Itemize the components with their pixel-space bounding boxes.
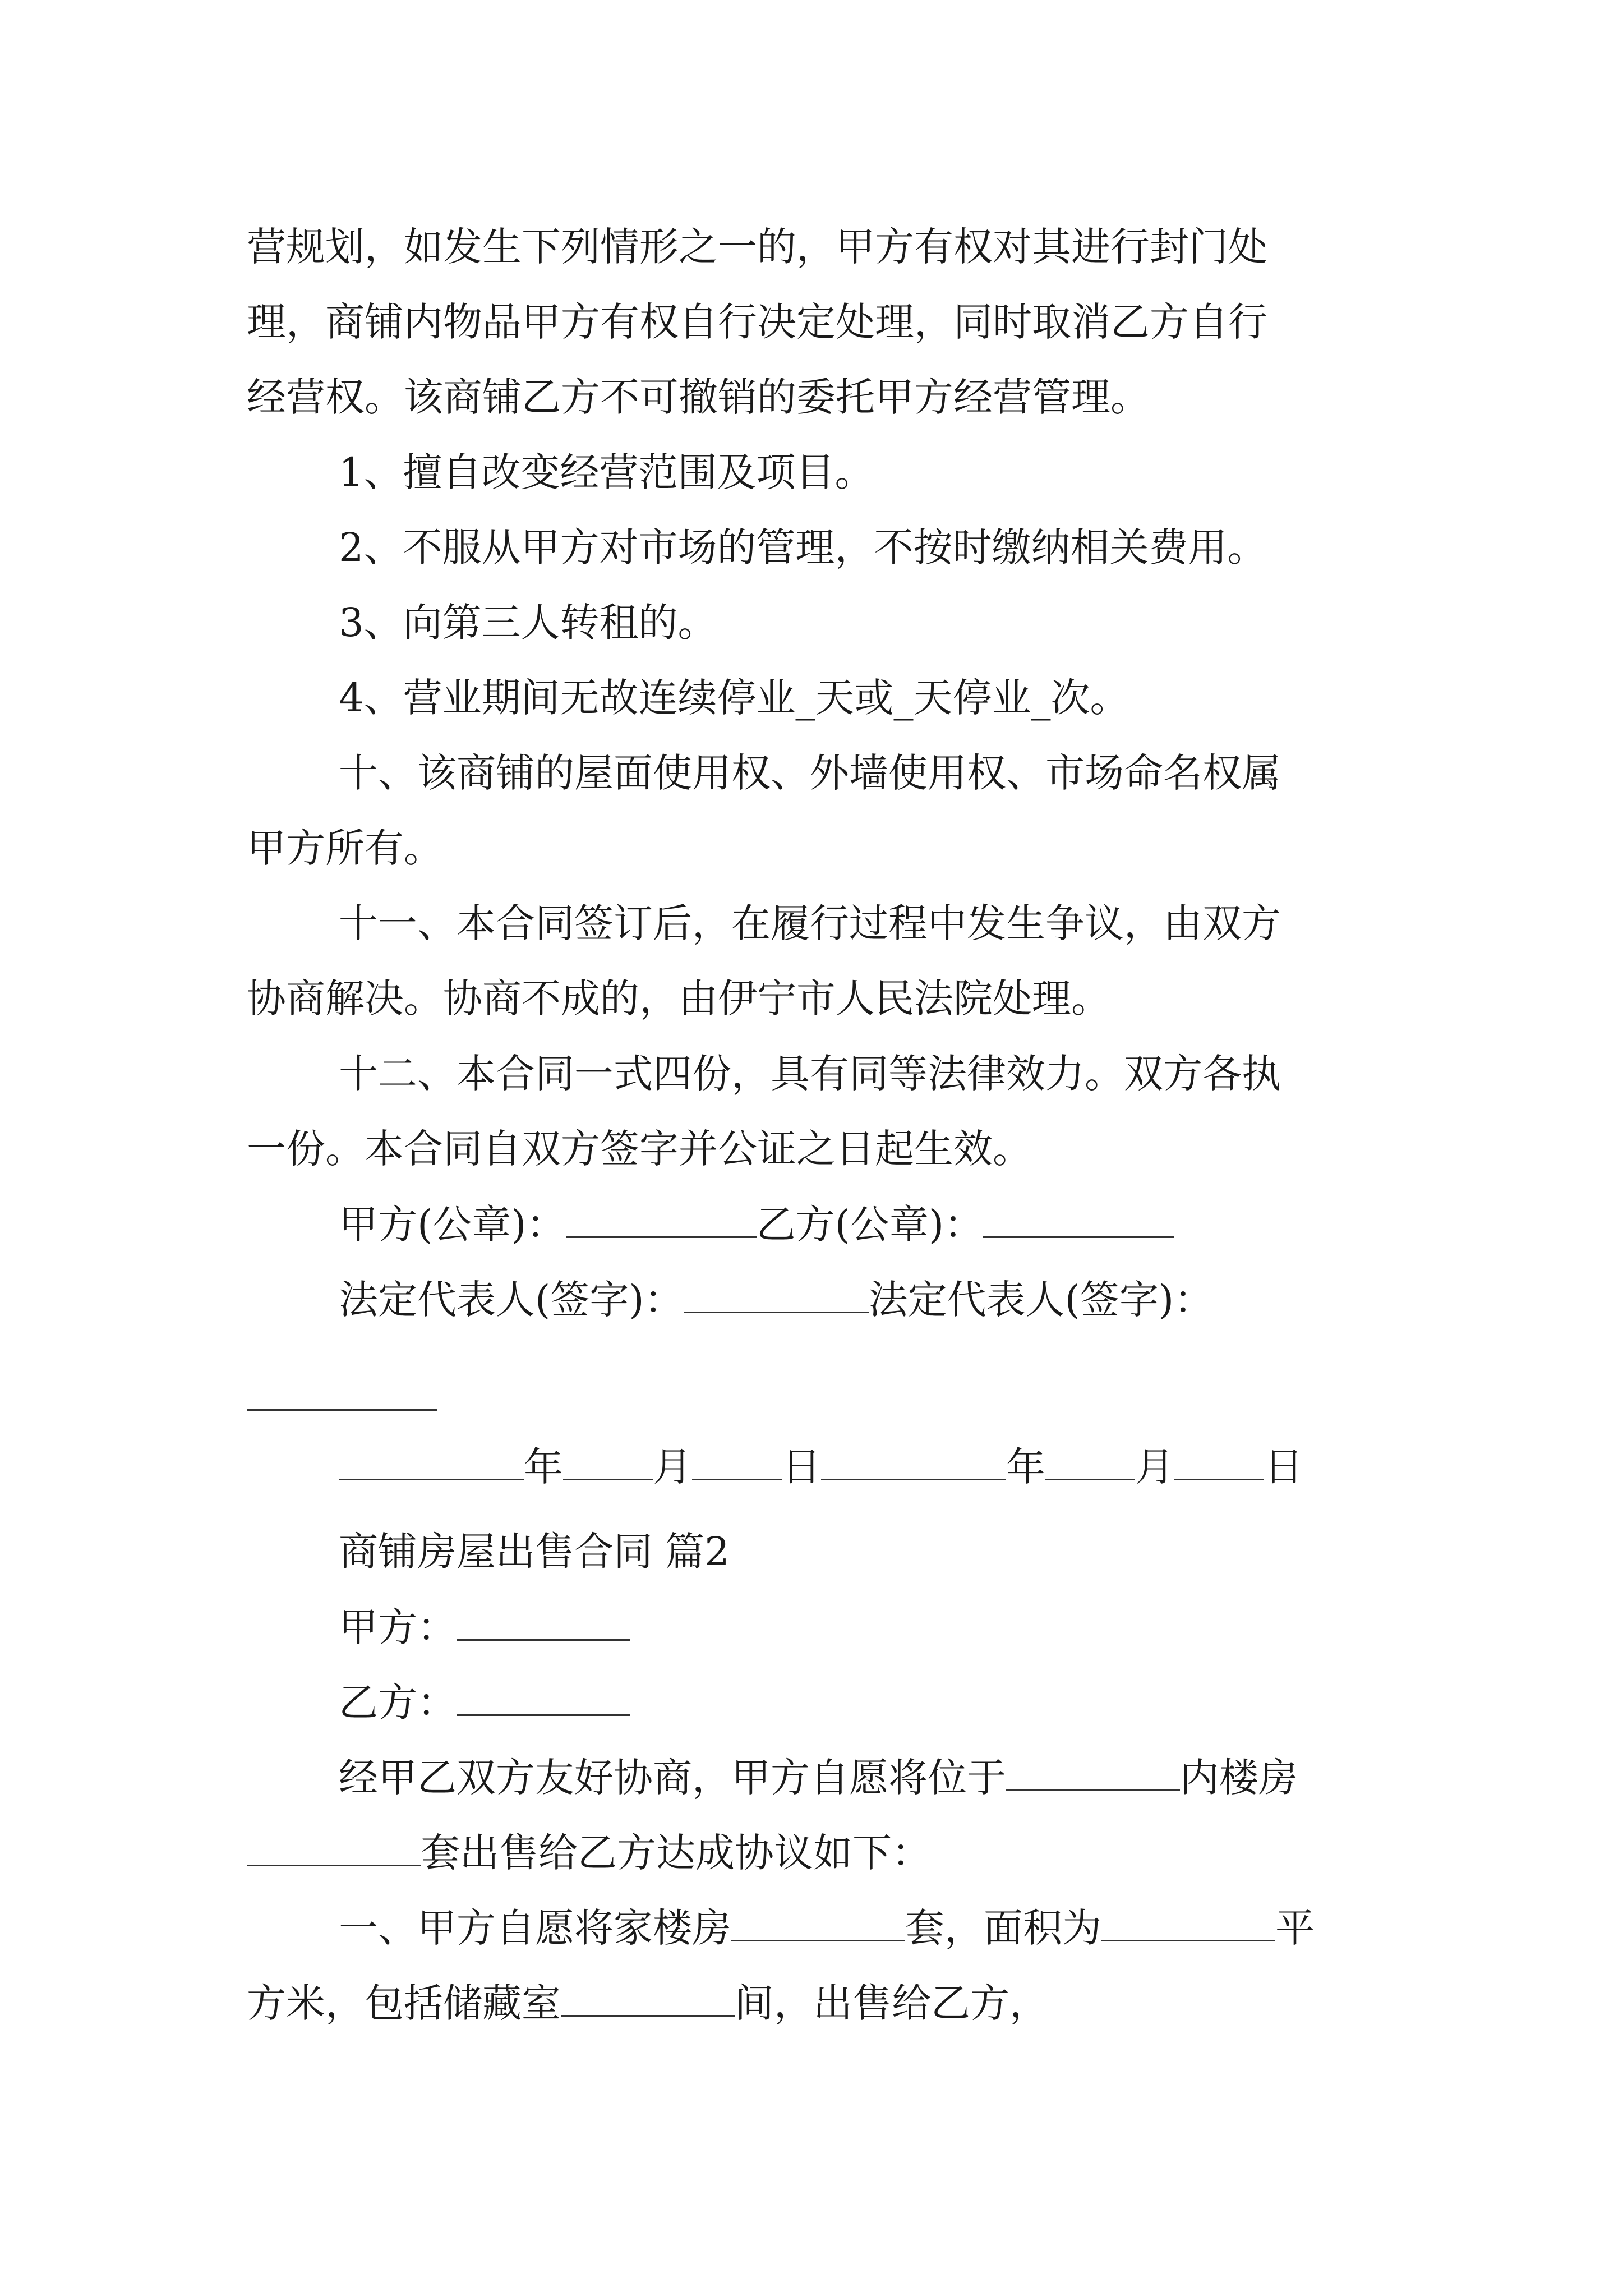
- day-b-blank: [1174, 1439, 1264, 1480]
- party-b-seal-label: 乙方(公章)：: [756, 1202, 984, 1248]
- list-item: 2、不服从甲方对市场的管理，不按时缴纳相关费用。: [339, 524, 1267, 570]
- clause-eleven-line: 十一、本合同签订后，在履行过程中发生争议，由双方: [339, 900, 1281, 946]
- month-b-label: 月: [1135, 1444, 1174, 1490]
- date-line: [339, 1439, 1303, 1493]
- clause-ten-line: 十、该商铺的屋面使用权、外墙使用权、市场命名权属: [339, 750, 1281, 796]
- clause-text: 平: [1275, 1905, 1315, 1951]
- party-b-seal-blank: [983, 1197, 1174, 1238]
- party-b-blank: [457, 1675, 630, 1716]
- clause-text: 一、甲方自愿将家楼房: [339, 1905, 731, 1951]
- storage-blank: [561, 1976, 735, 2017]
- list-item: 4、营业期间无故连续停业_天或_天停业_次。: [339, 675, 1129, 721]
- clause-ten-line: 甲方所有。: [247, 825, 443, 871]
- party-a-blank: [457, 1600, 630, 1641]
- clause-text: 方米，包括储藏室: [247, 1980, 561, 2026]
- party-a-line: [339, 1600, 630, 1654]
- rep-b-label: 法定代表人(签字)：: [868, 1277, 1214, 1323]
- day-a-label: 日: [782, 1444, 821, 1490]
- party-b-line: [339, 1675, 630, 1729]
- clause-one-line: [339, 1901, 1315, 1954]
- clause-twelve-line: 十二、本合同一式四份，具有同等法律效力。双方各执: [339, 1051, 1281, 1097]
- paragraph-line: 经营权。该商铺乙方不可撤销的委托甲方经营管理。: [247, 374, 1150, 420]
- clause-text: 套，面积为: [905, 1905, 1101, 1951]
- rep-a-label: 法定代表人(签字)：: [339, 1277, 684, 1323]
- month-a-label: 月: [653, 1444, 692, 1490]
- units-blank: [247, 1825, 421, 1866]
- year-a-blank: [339, 1439, 524, 1480]
- clause-one-line: [247, 1976, 1049, 2030]
- party-b-label: 乙方：: [339, 1680, 457, 1726]
- sets-blank: [731, 1901, 905, 1941]
- intro-text: 内楼房: [1180, 1755, 1298, 1801]
- list-item: 3、向第三人转租的。: [339, 600, 717, 646]
- representative-line: [339, 1272, 1213, 1326]
- clause-text: 间，出售给乙方，: [735, 1980, 1049, 2026]
- intro-line: [339, 1750, 1298, 1804]
- location-blank: [1006, 1750, 1180, 1791]
- intro-text: 套出售给乙方达成协议如下：: [421, 1830, 931, 1876]
- party-a-seal-blank: [566, 1197, 757, 1238]
- list-item: 1、擅自改变经营范围及项目。: [339, 449, 874, 495]
- intro-line: [247, 1825, 931, 1879]
- day-a-blank: [692, 1439, 782, 1480]
- year-b-blank: [821, 1439, 1006, 1480]
- clause-twelve-line: 一份。本合同自双方签字并公证之日起生效。: [247, 1126, 1032, 1172]
- month-b-blank: [1045, 1439, 1135, 1480]
- rep-a-blank: [684, 1272, 869, 1313]
- section-title: 商铺房屋出售合同 篇2: [339, 1529, 730, 1575]
- party-a-label: 甲方：: [339, 1604, 457, 1650]
- year-b-label: 年: [1006, 1444, 1045, 1490]
- clause-eleven-line: 协商解决。协商不成的，由伊宁市人民法院处理。: [247, 976, 1110, 1022]
- day-b-label: 日: [1264, 1444, 1303, 1490]
- intro-text: 经甲乙双方友好协商，甲方自愿将位于: [339, 1755, 1006, 1801]
- seal-line: [339, 1197, 1174, 1251]
- rep-b-blank: [247, 1409, 437, 1411]
- party-a-seal-label: 甲方(公章)：: [339, 1202, 566, 1248]
- paragraph-line: 理，商铺内物品甲方有权自行决定处理，同时取消乙方自行: [247, 299, 1267, 345]
- year-a-label: 年: [524, 1444, 563, 1490]
- paragraph-line: 营规划，如发生下列情形之一的，甲方有权对其进行封门处: [247, 224, 1267, 270]
- area-blank: [1101, 1901, 1275, 1941]
- month-a-blank: [563, 1439, 653, 1480]
